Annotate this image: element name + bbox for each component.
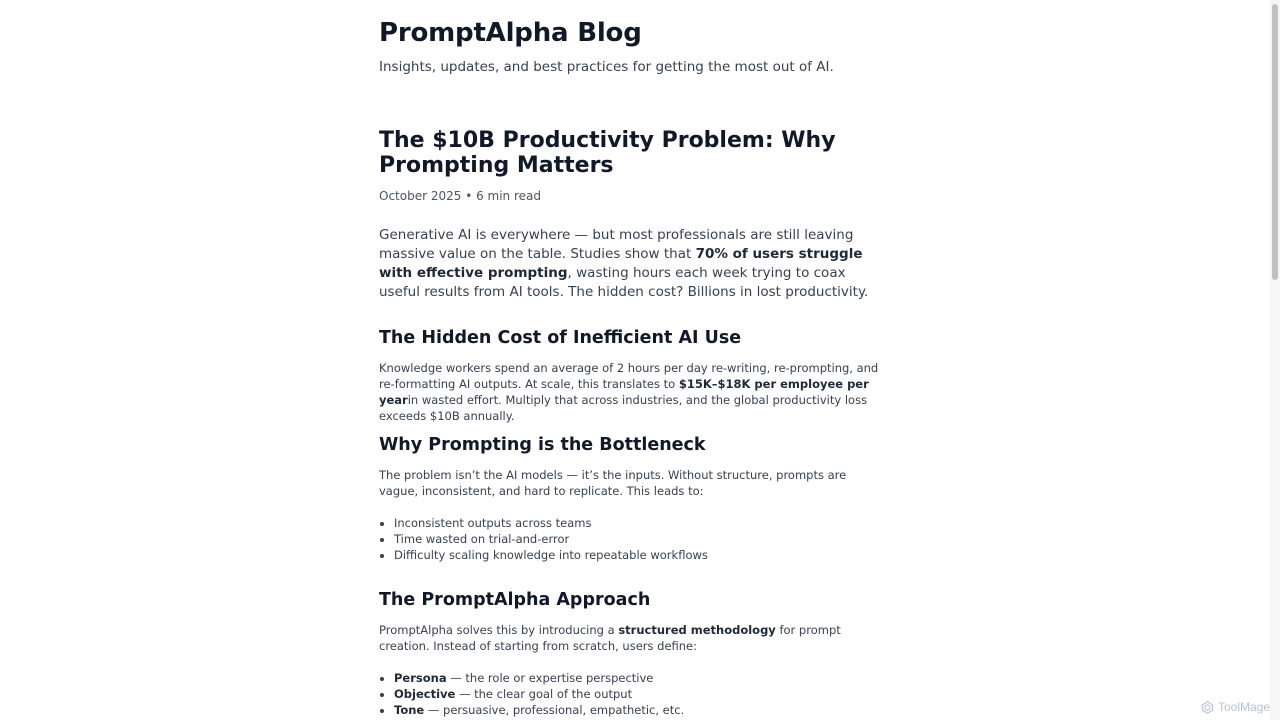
list-item: • Time wasted on trial-and-error bbox=[394, 531, 889, 547]
section-heading-bottleneck: Why Prompting is the Bottleneck bbox=[379, 435, 706, 455]
list-item: • Inconsistent outputs across teams bbox=[394, 515, 889, 531]
page-scrollbar[interactable] bbox=[1270, 0, 1280, 720]
section-heading-approach: The PromptAlpha Approach bbox=[379, 590, 651, 610]
approach-text-2: for prompt creation. Instead of starting from scratch, users define: bbox=[379, 623, 841, 653]
hidden-cost-highlight: $15K–$18K per employee per year bbox=[379, 377, 869, 407]
watermark bbox=[1201, 700, 1270, 714]
scrollbar-thumb[interactable] bbox=[1272, 4, 1278, 280]
hidden-cost-text-1: Knowledge workers spend an average of 2 hours per day re-writing, re-prompting, and re-formatting AI outputs. At scale, this translates to bbox=[379, 361, 879, 391]
bullet-term: Tone bbox=[394, 703, 425, 717]
section-heading-hidden-cost: The Hidden Cost of Inefficient AI Use bbox=[379, 328, 742, 348]
lead-text-1: Generative AI is everywhere — but most professionals are still leaving massive value on the table. Studies show that bbox=[379, 227, 854, 262]
approach-highlight: structured methodology bbox=[618, 623, 776, 637]
bullet-desc: — the role or expertise perspective bbox=[446, 671, 654, 685]
approach-bullet-list bbox=[379, 670, 889, 718]
watermark-text: ToolMage bbox=[1217, 700, 1270, 714]
bullet-desc: — the clear goal of the output bbox=[455, 687, 633, 701]
post-lead-paragraph bbox=[379, 226, 889, 302]
list-item: • Difficulty scaling knowledge into repeatable workflows bbox=[394, 547, 889, 563]
post-meta: October 2025 • 6 min read bbox=[379, 189, 541, 203]
blog-title: PromptAlpha Blog bbox=[379, 18, 642, 48]
bullet-term: Persona bbox=[394, 671, 447, 685]
lead-text-2: , wasting hours each week trying to coax useful results from AI tools. The hidden cost? Billions in lost productivity. bbox=[379, 265, 869, 300]
list-item bbox=[394, 670, 889, 686]
blog-tagline: Insights, updates, and best practices for getting the most out of AI. bbox=[379, 59, 834, 75]
bullet-term: Objective bbox=[394, 687, 456, 701]
post-title: The $10B Productivity Problem: Why Prompting Matters bbox=[379, 128, 836, 178]
hidden-cost-text-2: in wasted effort. Multiply that across industries, and the global productivity loss exceeds $10B annually. bbox=[379, 393, 868, 423]
list-item bbox=[394, 686, 889, 702]
section-paragraph-approach bbox=[379, 622, 889, 654]
bottleneck-bullet-list bbox=[379, 515, 889, 563]
lead-highlight: 70% of users struggle with effective prompting bbox=[379, 246, 863, 281]
section-paragraph-bottleneck: The problem isn’t the AI models — it’s the inputs. Without structure, prompts are vague, inconsistent, and hard to replicate. This leads to: bbox=[379, 468, 847, 498]
bullet-desc: — persuasive, professional, empathetic, etc. bbox=[424, 703, 685, 717]
list-item bbox=[394, 702, 889, 718]
approach-text-1: PromptAlpha solves this by introducing a bbox=[379, 623, 619, 637]
toolmage-logo-icon bbox=[1201, 701, 1214, 714]
section-paragraph-hidden-cost bbox=[379, 360, 889, 424]
